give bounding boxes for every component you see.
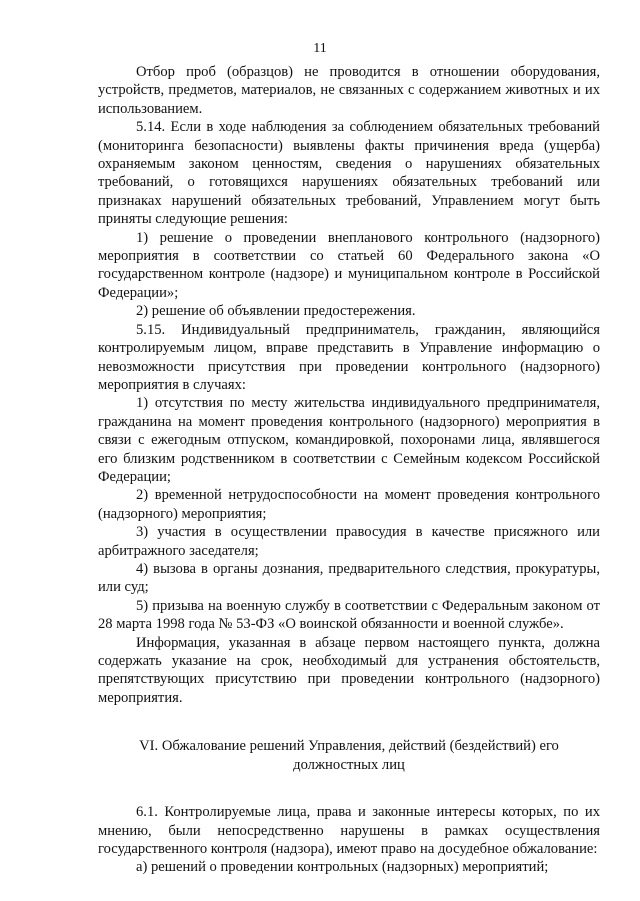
paragraph: 2) временной нетрудоспособности на момент проведения контрольного (надзорного) мероприятия;	[98, 487, 600, 522]
paragraph: 5.15. Индивидуальный предприниматель, гражданин, являющийся контролируемым лицом, вправе представить в Управление информацию о невозможности присутствия при проведении контрольного (надзорного) мероприятия в случаях:	[98, 321, 600, 393]
paragraph: 6.1. Контролируемые лица, права и законные интересы которых, по их мнению, были непосредственно нарушены в рамках осуществления государственного контроля (надзора), имеют право на досудебное обжалование:	[98, 804, 600, 858]
paragraph: Отбор проб (образцов) не проводится в отношении оборудования, устройств, предметов, материалов, не связанных с содержанием животных и их использованием.	[98, 64, 600, 117]
section-heading-line: должностных лиц	[293, 757, 405, 774]
page-number: 11	[313, 41, 327, 56]
section-heading-line: VI. Обжалование решений Управления, действий (бездействий) его	[139, 738, 559, 755]
paragraph: 5) призыва на военную службу в соответствии с Федеральным законом от 28 марта 1998 года № 53-ФЗ «О воинской обязанности и военной службе».	[98, 597, 600, 633]
paragraph: 3) участия в осуществлении правосудия в качестве присяжного или арбитражного заседателя;	[98, 524, 600, 559]
paragraph: 5.14. Если в ходе наблюдения за соблюдением обязательных требований (мониторинга безопасности) выявлены факты причинения вреда (ущерба) охраняемым законом ценностям, сведения о нарушениях обязательных требований, о готовящихся нарушениях обязательных требований или признаках нарушений обязательных требований, Управлением могут быть приняты следующие решения:	[98, 119, 600, 228]
paragraph: Информация, указанная в абзаце первом настоящего пункта, должна содержать указание на срок, необходимый для устранения обстоятельств, препятствующих присутствию при проведении контрольного (надзорного) мероприятия.	[98, 634, 600, 706]
document-body	[98, 63, 600, 877]
paragraph: 4) вызова в органы дознания, предварительного следствия, прокуратуры, или суд;	[98, 560, 600, 596]
paragraph: 1) отсутствия по месту жительства индивидуального предпринимателя, гражданина на момент проведения контрольного (надзорного) мероприятия в связи с ежегодным отпуском, командировкой, похоронами лица, являвшегося его близким родственником в соответствии с Семейным кодексом Российской Федерации;	[98, 395, 600, 485]
paragraph: а) решений о проведении контрольных (надзорных) мероприятий;	[136, 859, 549, 876]
section-heading	[98, 737, 600, 775]
paragraph: 2) решение об объявлении предостережения.	[136, 303, 416, 320]
paragraph: 1) решение о проведении внепланового контрольного (надзорного) мероприятия в соответствии со статьей 60 Федерального закона «О государственном контроле (надзоре) и муниципальном контроле в Российской Федерации»;	[98, 229, 600, 301]
